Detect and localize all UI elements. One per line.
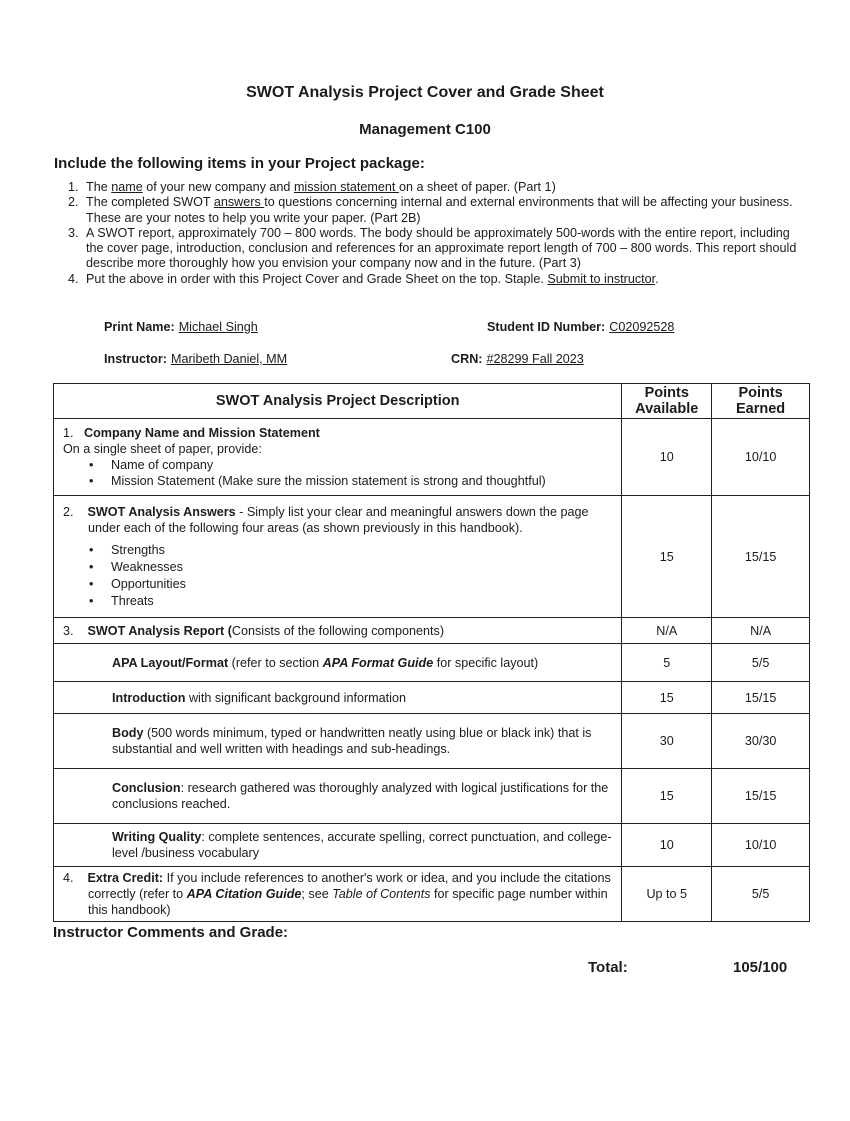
row-emphasis: APA Format Guide [322, 655, 434, 670]
row-title: Extra Credit: [87, 871, 164, 885]
crn-label: CRN: [451, 352, 483, 366]
row-title: Company Name and Mission Statement [84, 426, 320, 440]
points-available: Up to 5 [622, 867, 712, 922]
table-row [54, 682, 810, 714]
list-item: • Opportunities [89, 576, 186, 591]
print-name-value: Michael Singh [178, 320, 258, 334]
item-underlined: Submit to instructor [547, 271, 656, 286]
points-earned: 15/15 [712, 682, 810, 714]
course-title: Management C100 [359, 121, 491, 138]
item-text: A SWOT report, approximately 700 – 800 words. The body should be approximately 500-words with the entire report, including the cover page, introduction, conclusion and references for an approximate report length of 700 – 800 words. This report should describe more thoroughly how you envision your company now and in the future. (Part 3) [86, 225, 797, 271]
row-description [54, 644, 622, 682]
list-item: • Mission Statement (Make sure the mission statement is strong and thoughtful) [89, 474, 546, 488]
bullet-list [63, 542, 613, 610]
table-row [54, 867, 810, 922]
row-title: Body [112, 726, 144, 740]
print-name-label: Print Name: [104, 320, 175, 334]
list-item: • Weaknesses [89, 559, 183, 574]
row-description [54, 824, 622, 867]
points-earned: 30/30 [712, 714, 810, 769]
table-header-row [54, 384, 810, 419]
row-number: 2. [63, 504, 74, 519]
item-text: The completed SWOT [86, 195, 214, 210]
package-item [68, 226, 800, 272]
points-earned: 5/5 [712, 644, 810, 682]
row-description [54, 496, 622, 618]
row-text: On a single sheet of paper, provide: [63, 442, 262, 456]
item-underlined: name [111, 180, 143, 194]
bullet-text: Mission Statement (Make sure the mission statement is strong and thoughtful) [111, 474, 546, 488]
row-text: for specific page number within this handbook) [88, 887, 608, 917]
points-available: N/A [622, 618, 712, 644]
row-text: (refer to section [228, 655, 323, 670]
points-earned: 15/15 [712, 496, 810, 618]
points-earned: 15/15 [712, 769, 810, 824]
points-available: 15 [622, 682, 712, 714]
points-available: 10 [622, 419, 712, 496]
row-text: for specific layout) [433, 655, 539, 670]
row-text: Consists of the following components) [231, 623, 445, 638]
package-item [68, 195, 800, 226]
item-number: 3. [68, 225, 79, 240]
total-label: Total: [588, 959, 628, 976]
table-row [54, 618, 810, 644]
row-description [54, 618, 622, 644]
table-row [54, 714, 810, 769]
points-available: 15 [622, 769, 712, 824]
row-title: SWOT Analysis Answers [87, 504, 236, 519]
student-id-field [487, 320, 674, 334]
item-underlined: mission statement [293, 180, 399, 194]
bullet-list [63, 457, 613, 489]
item-number: 4. [68, 271, 79, 286]
list-item: • Name of company [89, 458, 214, 472]
points-earned: N/A [712, 618, 810, 644]
package-item [68, 272, 800, 287]
header-points-available: Points Available [622, 384, 712, 419]
row-title: APA Layout/Format [112, 655, 229, 670]
instructor-label: Instructor: [104, 352, 167, 366]
header-description: SWOT Analysis Project Description [54, 384, 622, 419]
table-row [54, 769, 810, 824]
table-row [54, 419, 810, 496]
row-text: with significant background information [185, 690, 406, 705]
row-number: 4. [63, 871, 74, 885]
row-number: 1. [63, 426, 74, 440]
item-text: on a sheet of paper. (Part 1) [398, 180, 556, 194]
table-row [54, 496, 810, 618]
points-available: 10 [622, 824, 712, 867]
item-number: 2. [68, 195, 79, 210]
bullet-text: Strengths [111, 542, 165, 557]
item-text: of your new company and [142, 180, 294, 194]
list-item: • Threats [89, 593, 154, 608]
student-id-label: Student ID Number: [487, 320, 606, 334]
header-points-earned: Points Earned [712, 384, 810, 419]
row-title: Conclusion [112, 781, 181, 795]
row-title: Writing Quality [112, 830, 202, 844]
row-text: If you include references to another's work or idea, and you include the citations correctly (refer to [88, 871, 611, 901]
item-text: The [86, 180, 112, 194]
include-heading: Include the following items in your Project package: [54, 155, 425, 172]
row-text: : complete sentences, accurate spelling, correct punctuation, and college-level /business vocabulary [112, 830, 612, 860]
table-row [54, 824, 810, 867]
points-available: 15 [622, 496, 712, 618]
grade-table [53, 383, 810, 922]
points-available: 5 [622, 644, 712, 682]
item-number: 1. [68, 180, 79, 194]
row-emphasis: Table of Contents [332, 887, 431, 901]
total-value: 105/100 [733, 959, 788, 976]
bullet-text: Opportunities [111, 576, 186, 591]
row-text: - Simply list your clear and meaningful answers down the page under each of the following four areas (as shown previously in this handbook). [88, 504, 589, 535]
row-title: SWOT Analysis Report ( [87, 623, 232, 638]
row-text: ; see [301, 887, 333, 901]
row-emphasis: APA Citation Guide [186, 887, 302, 901]
points-earned: 5/5 [712, 867, 810, 922]
row-description [54, 682, 622, 714]
crn-field [451, 352, 584, 366]
item-underlined: answers [213, 195, 265, 210]
row-text: : research gathered was thoroughly analyzed with logical justifications for the conclusions reached. [112, 781, 609, 811]
points-available: 30 [622, 714, 712, 769]
row-text: (500 words minimum, typed or handwritten neatly using blue or black ink) that is substantial and well written with headings and sub-headings. [112, 726, 592, 756]
row-description [54, 714, 622, 769]
points-earned: 10/10 [712, 419, 810, 496]
item-text: to questions concerning internal and external environments that will be affecting your business. These are your notes to help you write your paper. (Part 2B) [86, 195, 793, 225]
points-earned: 10/10 [712, 824, 810, 867]
item-text: . [655, 271, 659, 286]
bullet-text: Threats [111, 593, 154, 608]
row-title: Introduction [112, 690, 186, 705]
bullet-text: Name of company [111, 458, 214, 472]
package-item [68, 180, 800, 195]
row-number: 3. [63, 623, 74, 638]
row-description [54, 769, 622, 824]
comments-heading: Instructor Comments and Grade: [53, 924, 289, 941]
student-id-value: C02092528 [609, 320, 675, 334]
crn-value: #28299 Fall 2023 [486, 352, 584, 366]
package-items-list [68, 180, 800, 287]
row-description [54, 867, 622, 922]
instructor-value: Maribeth Daniel, MM [170, 352, 288, 366]
print-name-field [104, 320, 258, 334]
table-row [54, 644, 810, 682]
item-text: Put the above in order with this Project Cover and Grade Sheet on the top. Staple. [86, 271, 548, 286]
bullet-text: Weaknesses [111, 559, 183, 574]
list-item: • Strengths [89, 542, 165, 557]
page-title: SWOT Analysis Project Cover and Grade Sheet [246, 84, 604, 101]
instructor-field [104, 352, 287, 366]
row-description [54, 419, 622, 496]
